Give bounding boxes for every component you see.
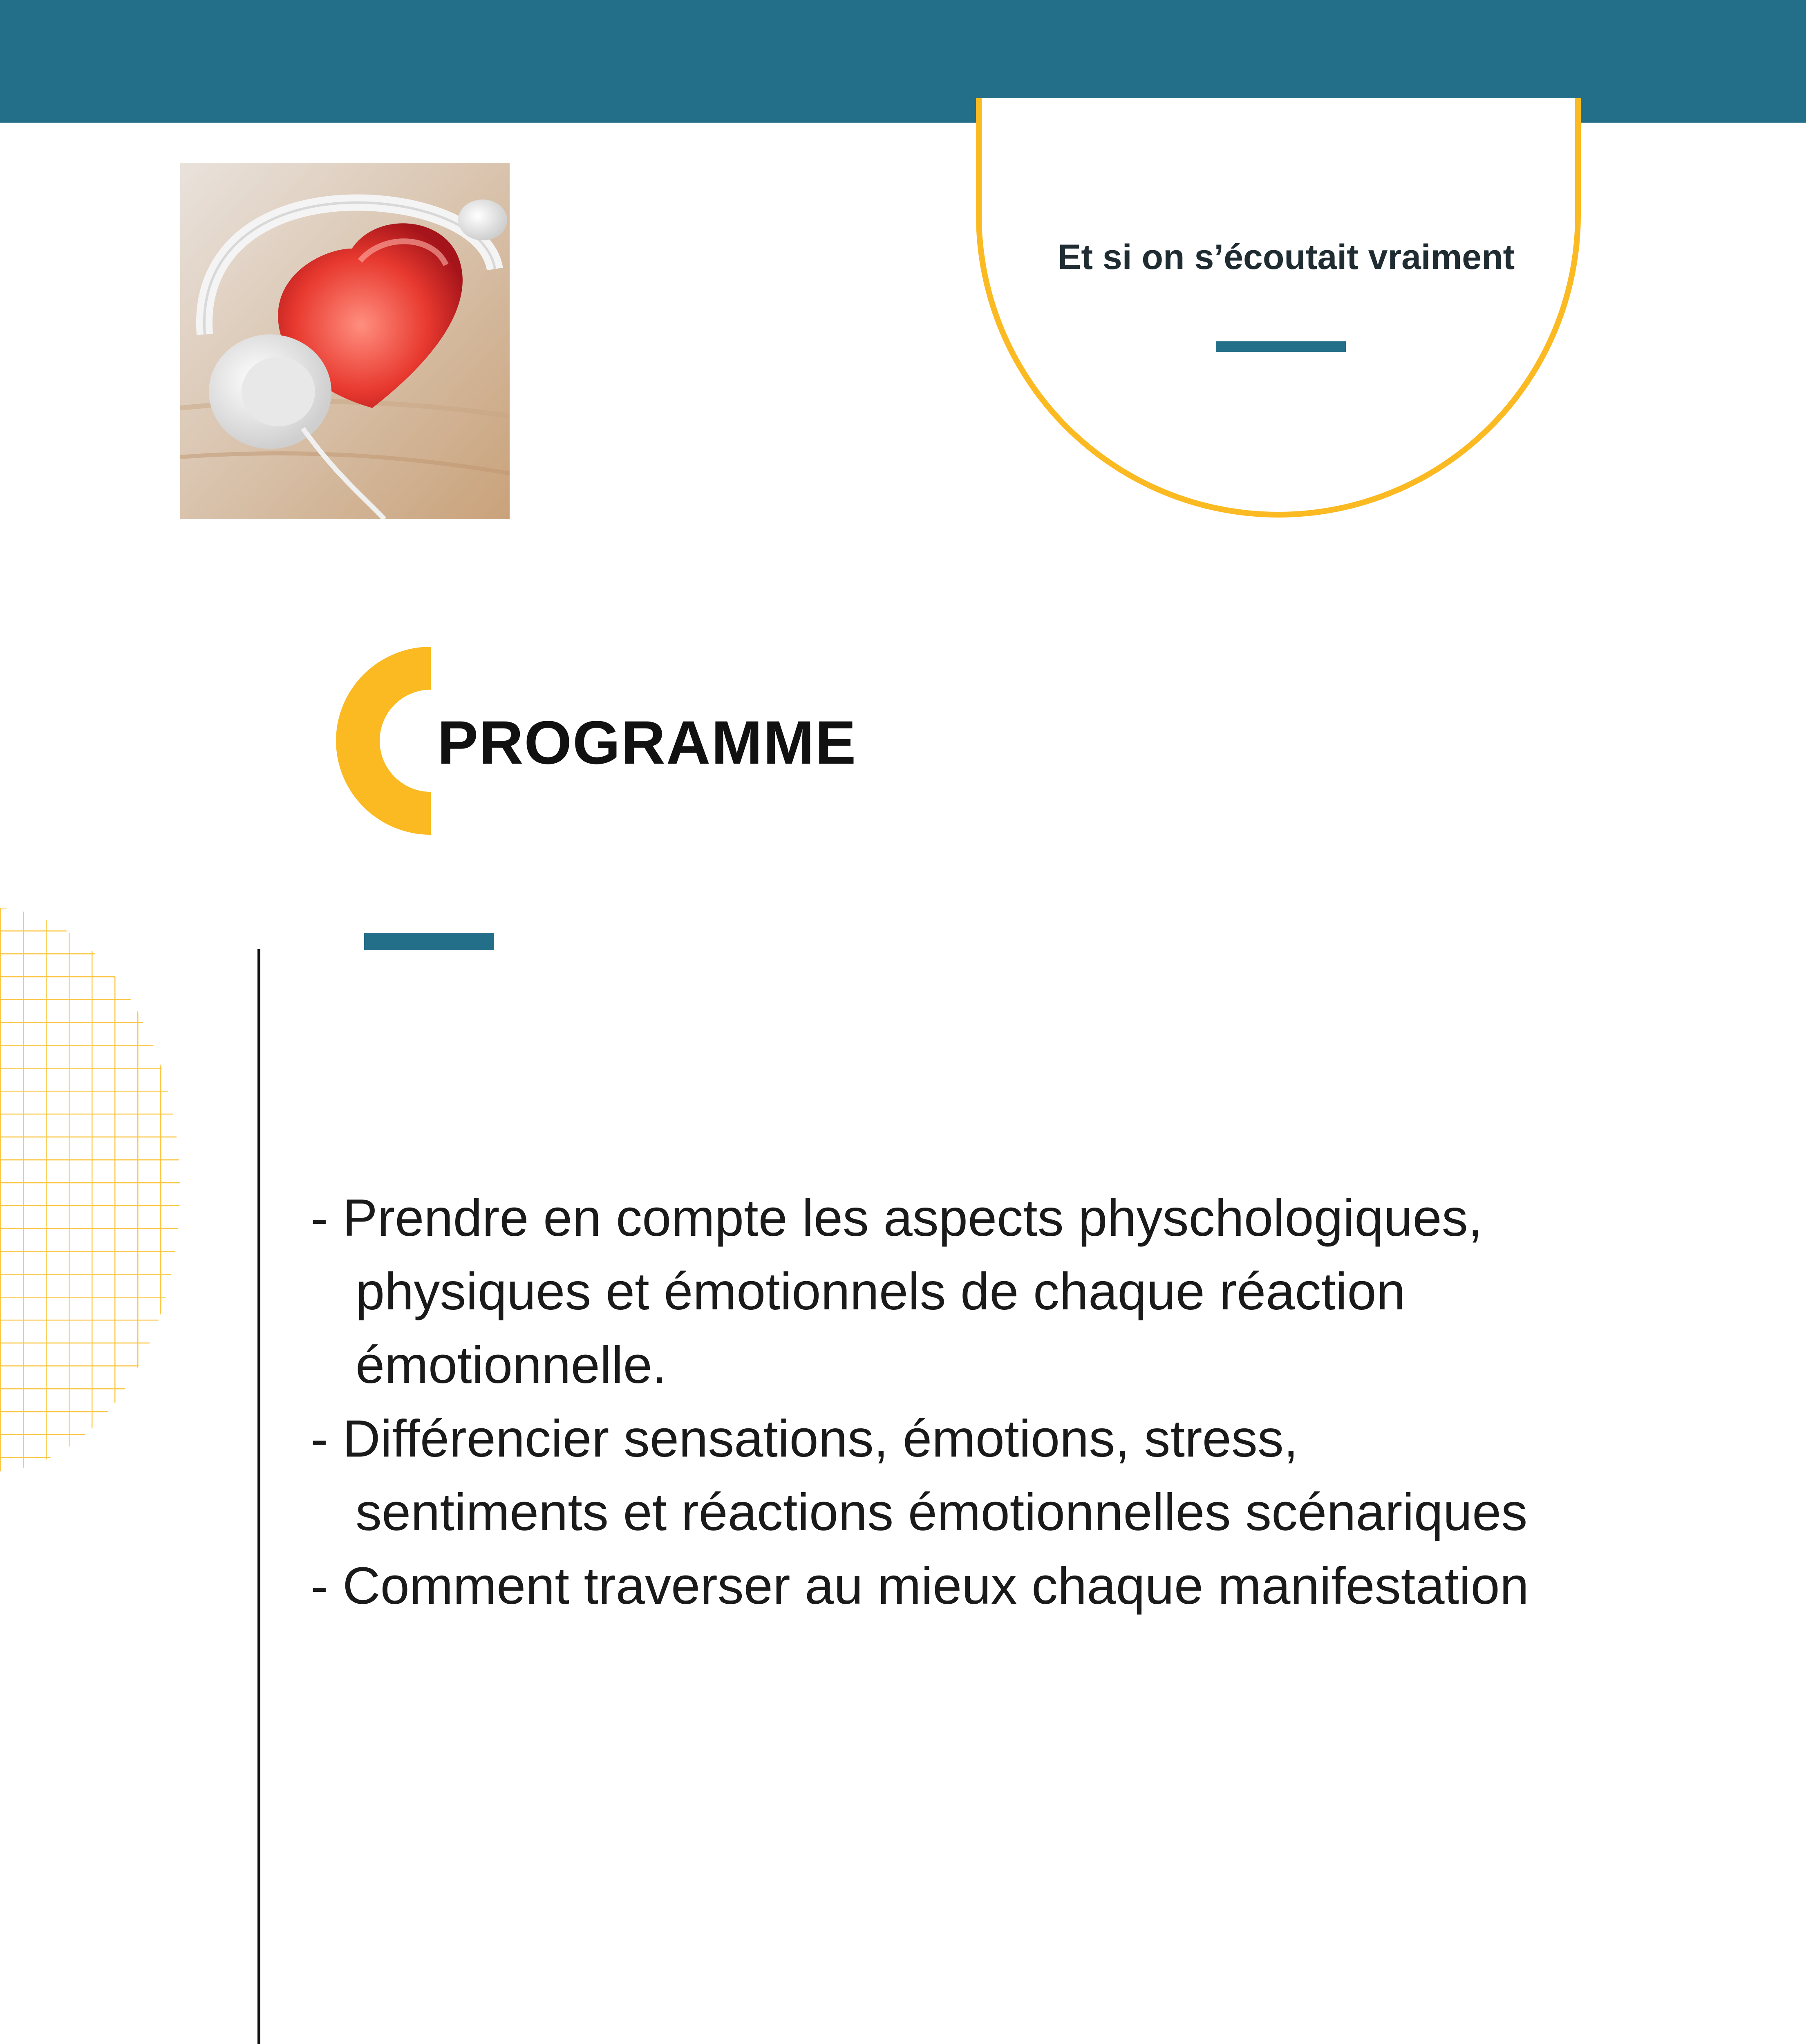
section-heading: PROGRAMME: [437, 708, 857, 777]
tagline-divider: [1216, 341, 1346, 352]
heart-headphones-photo: [180, 163, 510, 519]
program-item: [311, 1402, 1798, 1549]
tagline-arch: [976, 98, 1581, 518]
program-line: sentiments et réactions émotionnelles scénariques: [356, 1483, 1528, 1542]
heading-divider: [364, 933, 494, 950]
program-list: [311, 1181, 1798, 1623]
tagline: Et si on s’écoutait vraiment: [1058, 238, 1515, 277]
program-item: [311, 1549, 1798, 1623]
program-line: physiques et émotionnels de chaque réaction: [356, 1262, 1405, 1321]
program-line: émotionnelle.: [356, 1336, 667, 1394]
program-line: - Différencier sensations, émotions, stress,: [311, 1410, 1298, 1468]
grid-decoration: [0, 908, 184, 1472]
vertical-rule: [257, 949, 260, 2044]
program-line: - Prendre en compte les aspects physchologiques,: [311, 1189, 1483, 1247]
heading-accent-arc: [336, 647, 431, 835]
program-line: - Comment traverser au mieux chaque manifestation: [311, 1557, 1529, 1615]
program-item: [311, 1181, 1798, 1402]
